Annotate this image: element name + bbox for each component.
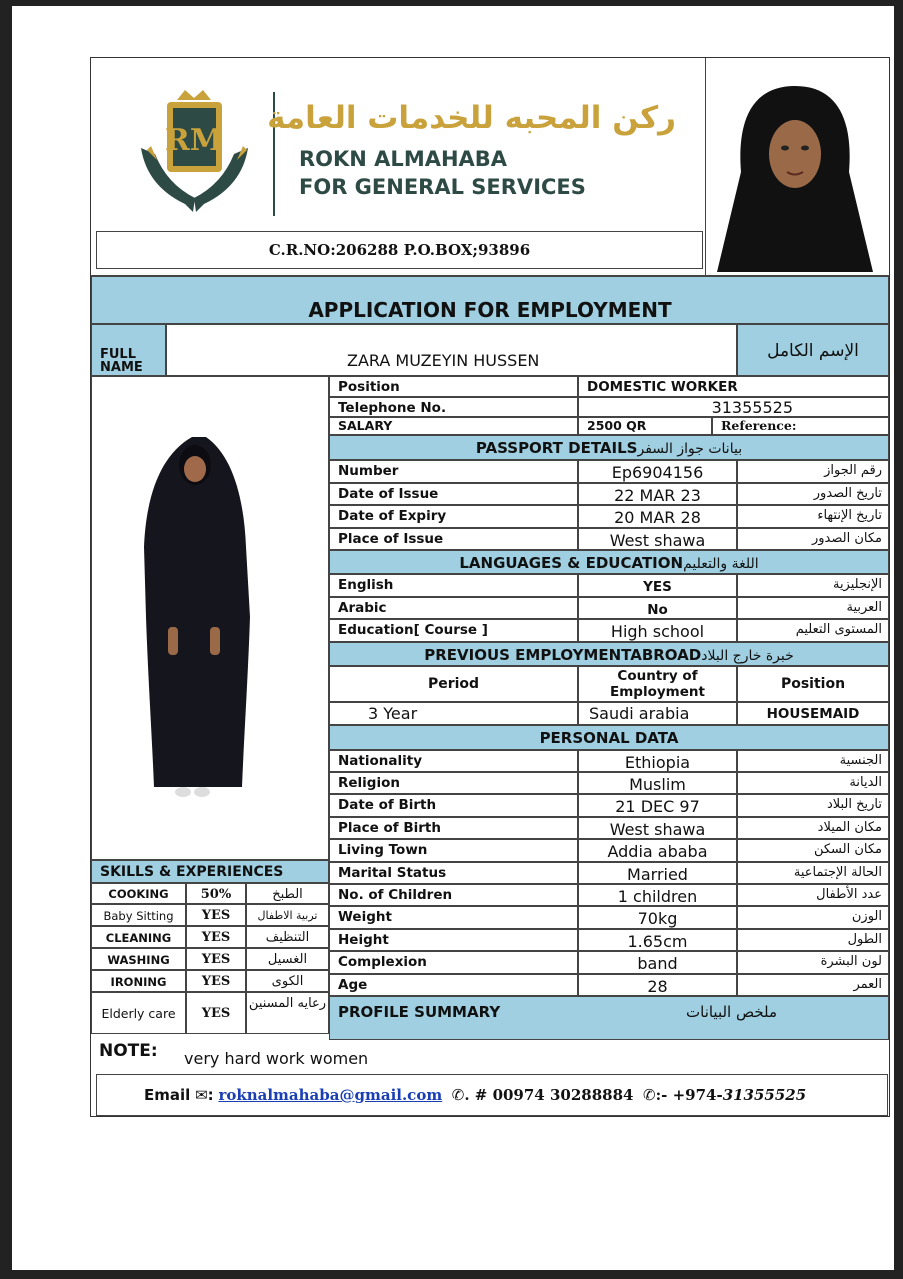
full-body-photo-frame (91, 376, 329, 860)
personal-row-value: 1 children (578, 884, 737, 906)
full-name-label-ar: الإسم الكامل (737, 324, 889, 376)
passport-row-label: Number (329, 460, 578, 483)
personal-row-value: 28 (578, 974, 737, 996)
personal-heading-text: PERSONAL DATA (539, 728, 679, 747)
passport-row-label-ar: تاريخ الإنتهاء (737, 505, 889, 528)
skill-name-ar: الكوى (246, 970, 329, 992)
phone-number-2: 31355525 (722, 1086, 807, 1104)
contact-box (96, 1074, 888, 1116)
logo-letters: RM (164, 123, 224, 158)
full-name-value: ZARA MUZEYIN HUSSEN (166, 324, 737, 376)
skill-value: YES (186, 992, 246, 1034)
language-row-label-ar: المستوى التعليم (737, 619, 889, 642)
personal-row-label-ar: العمر (737, 974, 889, 996)
personal-row-label-ar: الديانة (737, 772, 889, 794)
skill-name-ar: الطبخ (246, 883, 329, 904)
languages-heading-text: LANGUAGES & EDUCATION (459, 554, 684, 572)
personal-row-label-ar: الحالة الإجتماعية (737, 862, 889, 884)
language-row-label: Education[ Course ] (329, 619, 578, 642)
personal-heading (329, 725, 889, 750)
passport-row-label-ar: مكان الصدور (737, 528, 889, 551)
language-row-label: Arabic (329, 597, 578, 620)
telephone-value: 31355525 (578, 397, 889, 417)
personal-row-value: Addia ababa (578, 839, 737, 861)
skill-value: YES (186, 904, 246, 926)
personal-row-label: No. of Children (329, 884, 578, 906)
profile-summary-label-ar: ملخص البيانات (686, 1003, 778, 1021)
note-label: NOTE: (99, 1041, 158, 1061)
skill-name-ar: الغسيل (246, 948, 329, 970)
abroad-col-period: Period (329, 666, 578, 702)
language-row-label-ar: العربية (737, 597, 889, 620)
passport-row-value: West shawa (578, 528, 737, 551)
skill-value: YES (186, 970, 246, 992)
skill-name-ar: التنظيف (246, 926, 329, 948)
abroad-heading-text: PREVIOUS EMPLOYMENTABROAD (424, 645, 702, 664)
language-row-value: YES (578, 574, 737, 597)
personal-row-label: Place of Birth (329, 817, 578, 839)
personal-row-label: Nationality (329, 750, 578, 772)
personal-row-label-ar: مكان السكن (737, 839, 889, 861)
language-row-value: No (578, 597, 737, 620)
phone-icon: ✆ (451, 1086, 465, 1104)
passport-heading (329, 435, 889, 460)
personal-row-label-ar: مكان الميلاد (737, 817, 889, 839)
passport-heading-text: PASSPORT DETAILS (475, 439, 638, 457)
email-link[interactable]: roknalmahaba@gmail.com (218, 1086, 443, 1104)
language-row-label-ar: الإنجليزية (737, 574, 889, 597)
passport-heading-text-ar: بيانات جواز السفر (637, 441, 743, 457)
page-sheet (12, 6, 894, 1270)
phone-icon: ✆ (643, 1086, 656, 1104)
cr-number: C.R.NO:206288 P.O.BOX;93896 (268, 241, 531, 259)
full-name-label: FULL NAME (91, 324, 166, 376)
position-value: DOMESTIC WORKER (578, 376, 889, 397)
skill-name: Elderly care (91, 992, 186, 1034)
personal-row-label: Weight (329, 906, 578, 928)
skill-name-ar: رعايه المسنين (246, 992, 329, 1034)
personal-row-label-ar: تاريخ البلاد (737, 794, 889, 816)
language-row-label: English (329, 574, 578, 597)
skill-name: WASHING (91, 948, 186, 970)
salary-label: SALARY (329, 417, 578, 435)
personal-row-value: Married (578, 862, 737, 884)
passport-row-label: Date of Issue (329, 483, 578, 506)
languages-heading (329, 550, 889, 574)
profile-summary-label: PROFILE SUMMARY (338, 1003, 501, 1021)
phone-number-1: . # 00974 30288884 (464, 1086, 634, 1104)
email-label: Email (144, 1086, 191, 1104)
skill-value: YES (186, 948, 246, 970)
salary-value: 2500 QR (578, 417, 712, 435)
personal-row-label: Religion (329, 772, 578, 794)
contact-line (144, 1075, 806, 1115)
personal-row-label: Age (329, 974, 578, 996)
abroad-heading-text-ar: خبرة خارج البلاد (701, 647, 794, 664)
abroad-country: Saudi arabia (578, 702, 737, 725)
skill-value: 50% (186, 883, 246, 904)
personal-row-value: Ethiopia (578, 750, 737, 772)
position-label: Position (329, 376, 578, 397)
reference-label: Reference: (712, 417, 889, 435)
cr-number-box (96, 231, 703, 269)
personal-row-value: West shawa (578, 817, 737, 839)
passport-row-label-ar: تاريخ الصدور (737, 483, 889, 506)
personal-row-value: band (578, 951, 737, 973)
envelope-icon: ✉: (195, 1086, 214, 1104)
company-name-line2: FOR GENERAL SERVICES (299, 175, 586, 199)
skill-name-ar: تربية الاطفال (246, 904, 329, 926)
company-name-line1: ROKN ALMAHABA (299, 147, 508, 171)
skill-name: IRONING (91, 970, 186, 992)
phone-number-2-prefix: :- +974- (655, 1086, 723, 1104)
passport-row-value: 20 MAR 28 (578, 505, 737, 528)
personal-row-label: Marital Status (329, 862, 578, 884)
personal-row-label-ar: الجنسية (737, 750, 889, 772)
company-name-arabic: ركن المحبه للخدمات العامة (267, 100, 676, 136)
passport-row-label: Date of Expiry (329, 505, 578, 528)
personal-row-label: Complexion (329, 951, 578, 973)
profile-summary-bar (329, 996, 889, 1040)
personal-row-label: Date of Birth (329, 794, 578, 816)
personal-row-label-ar: لون البشرة (737, 951, 889, 973)
personal-row-label-ar: عدد الأطفال (737, 884, 889, 906)
skill-name: CLEANING (91, 926, 186, 948)
company-logo (137, 88, 252, 218)
skill-name: COOKING (91, 883, 186, 904)
personal-row-value: 1.65cm (578, 929, 737, 951)
form-title-bar (91, 276, 889, 324)
telephone-label: Telephone No. (329, 397, 578, 417)
skills-heading: SKILLS & EXPERIENCES (91, 860, 329, 883)
passport-row-label-ar: رقم الجواز (737, 460, 889, 483)
personal-row-label: Living Town (329, 839, 578, 861)
personal-row-label-ar: الطول (737, 929, 889, 951)
passport-row-value: 22 MAR 23 (578, 483, 737, 506)
passport-row-value: Ep6904156 (578, 460, 737, 483)
abroad-col-country: Country of Employment (578, 666, 737, 702)
language-row-value: High school (578, 619, 737, 642)
full-body-photo (92, 377, 328, 859)
languages-heading-text-ar: اللغة والتعليم (683, 556, 759, 572)
personal-row-label-ar: الوزن (737, 906, 889, 928)
abroad-period: 3 Year (329, 702, 578, 725)
passport-row-label: Place of Issue (329, 528, 578, 551)
form-title: APPLICATION FOR EMPLOYMENT (308, 298, 672, 322)
skill-value: YES (186, 926, 246, 948)
application-form (90, 57, 890, 1117)
skill-name: Baby Sitting (91, 904, 186, 926)
header-photo-divider (705, 58, 706, 276)
note-text: very hard work women (184, 1049, 369, 1068)
abroad-heading (329, 642, 889, 666)
personal-row-value: 21 DEC 97 (578, 794, 737, 816)
personal-row-value: 70kg (578, 906, 737, 928)
personal-row-label: Height (329, 929, 578, 951)
abroad-col-position: Position (737, 666, 889, 702)
personal-row-value: Muslim (578, 772, 737, 794)
abroad-position: HOUSEMAID (737, 702, 889, 725)
candidate-portrait (711, 82, 879, 272)
